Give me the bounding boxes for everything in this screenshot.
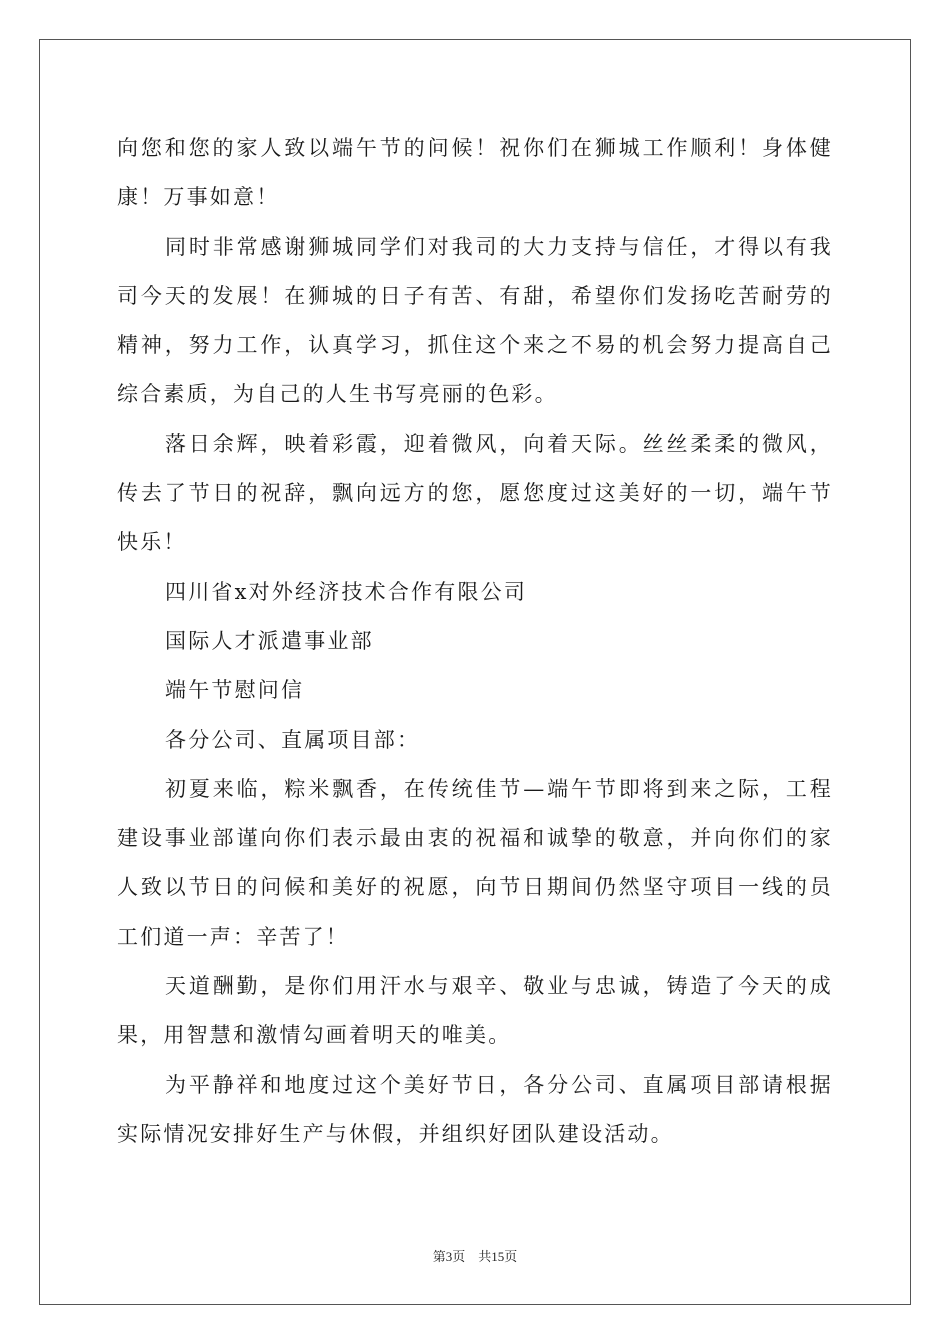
page-number: 第3页 — [432, 1249, 466, 1264]
paragraph: 向您和您的家人致以端午节的问候！祝你们在狮城工作顺利！身体健康！万事如意！ — [117, 136, 833, 210]
paragraph: 同时非常感谢狮城同学们对我司的大力支持与信任，才得以有我司今天的发展！在狮城的日子有苦、有甜，希望你们发扬吃苦耐劳的精神，努力工作，认真学习，抓住这个来之不易的机会努力提高自己综合素质，为自己的人生书写亮丽的色彩。 — [117, 234, 833, 407]
department-name: 国际人才派遣事业部 — [165, 628, 374, 653]
paragraph: 落日余辉，映着彩霞，迎着微风，向着天际。丝丝柔柔的微风，传去了节日的祝辞，飘向远方的您，愿您度过这美好的一切，端午节快乐！ — [117, 431, 833, 555]
letter-title: 端午节慰问信 — [165, 678, 305, 703]
company-name: 四川省x对外经济技术合作有限公司 — [165, 579, 528, 604]
page-total: 共15页 — [478, 1249, 518, 1264]
page-footer — [0, 1246, 950, 1265]
paragraph: 天道酬勤，是你们用汗水与艰辛、敬业与忠诚，铸造了今天的成果，用智慧和激情勾画着明天的唯美。 — [117, 974, 833, 1048]
salutation: 各分公司、直属项目部： — [165, 727, 421, 752]
paragraph: 初夏来临，粽米飘香，在传统佳节—端午节即将到来之际，工程建设事业部谨向你们表示最由衷的祝福和诚挚的敬意，并向你们的家人致以节日的问候和美好的祝愿，向节日期间仍然坚守项目一线的员工们道一声：辛苦了！ — [117, 776, 833, 949]
document-body — [117, 124, 833, 1159]
paragraph: 为平静祥和地度过这个美好节日，各分公司、直属项目部请根据实际情况安排好生产与休假，并组织好团队建设活动。 — [117, 1072, 833, 1146]
